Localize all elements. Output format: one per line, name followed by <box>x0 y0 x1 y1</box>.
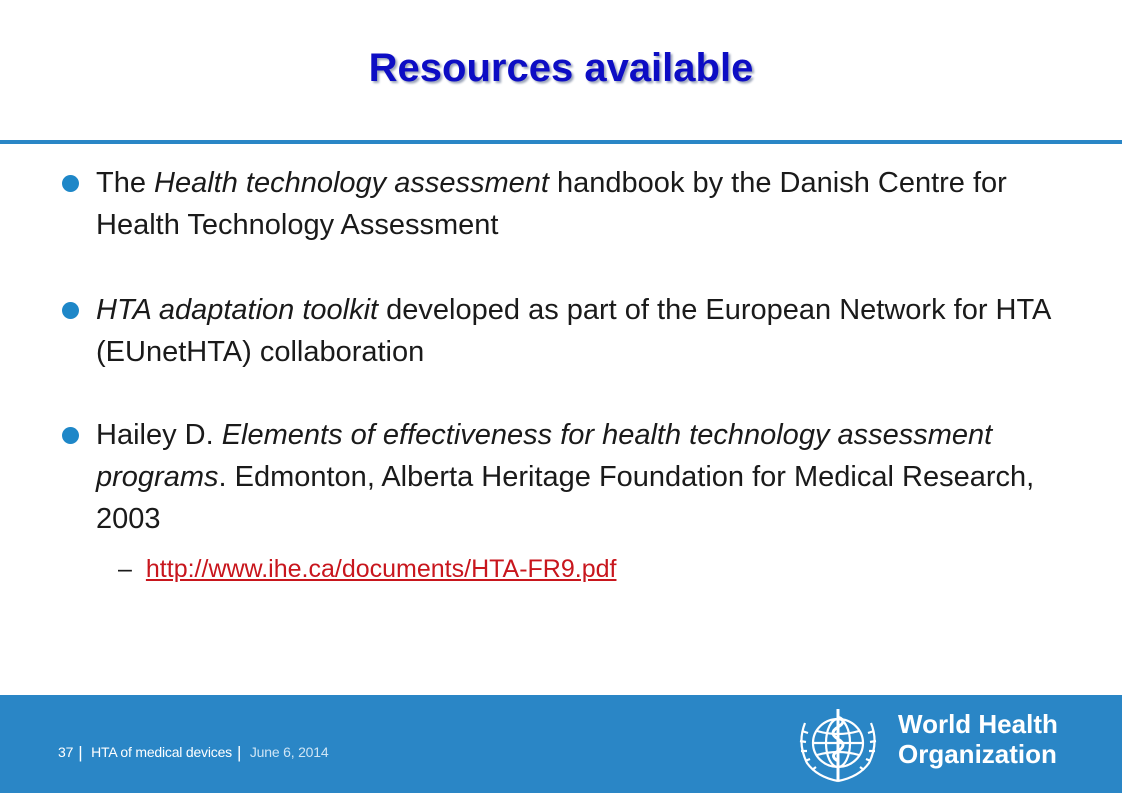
title-divider <box>0 140 1122 144</box>
footer-bar <box>0 695 1122 793</box>
who-logo-text <box>898 709 1058 769</box>
separator: | <box>236 743 242 762</box>
who-emblem-icon <box>790 703 886 787</box>
page-number: 37 <box>58 744 74 760</box>
item-text-italic: HTA adaptation toolkit <box>96 294 379 326</box>
item-text-pre: The <box>96 167 155 199</box>
reference-link[interactable]: http://www.ihe.ca/documents/HTA-FR9.pdf <box>145 555 617 583</box>
separator: | <box>78 743 83 762</box>
logo-line-2: Organization <box>898 739 1057 769</box>
item-text-post: handbook by the Danish Centre for Health Technology Assessment <box>96 167 1007 241</box>
presentation-date: June 6, 2014 <box>249 744 329 760</box>
presentation-title: HTA of medical devices <box>91 744 232 760</box>
item-text-pre: Hailey D. <box>96 419 222 451</box>
bullet-icon <box>62 175 79 192</box>
dash-marker: – <box>118 555 132 583</box>
list-item <box>62 162 1096 246</box>
item-text-post: developed as part of the European Network for HTA (EUnetHTA) collaboration <box>96 294 1050 368</box>
list-item <box>62 414 1096 540</box>
bullet-icon <box>62 302 79 319</box>
slide-title: Resources available <box>368 46 754 90</box>
sub-item <box>118 552 616 586</box>
logo-line-1: World Health <box>898 709 1058 739</box>
bullet-icon <box>62 427 79 444</box>
list-item <box>62 289 1096 373</box>
item-text-italic: Health technology assessment <box>154 167 549 199</box>
item-text-post: . Edmonton, Alberta Heritage Foundation for Medical Research, 2003 <box>96 461 1035 535</box>
item-text-italic: Elements of effectiveness for health technology assessment programs <box>96 419 993 493</box>
footer-info <box>58 742 328 762</box>
